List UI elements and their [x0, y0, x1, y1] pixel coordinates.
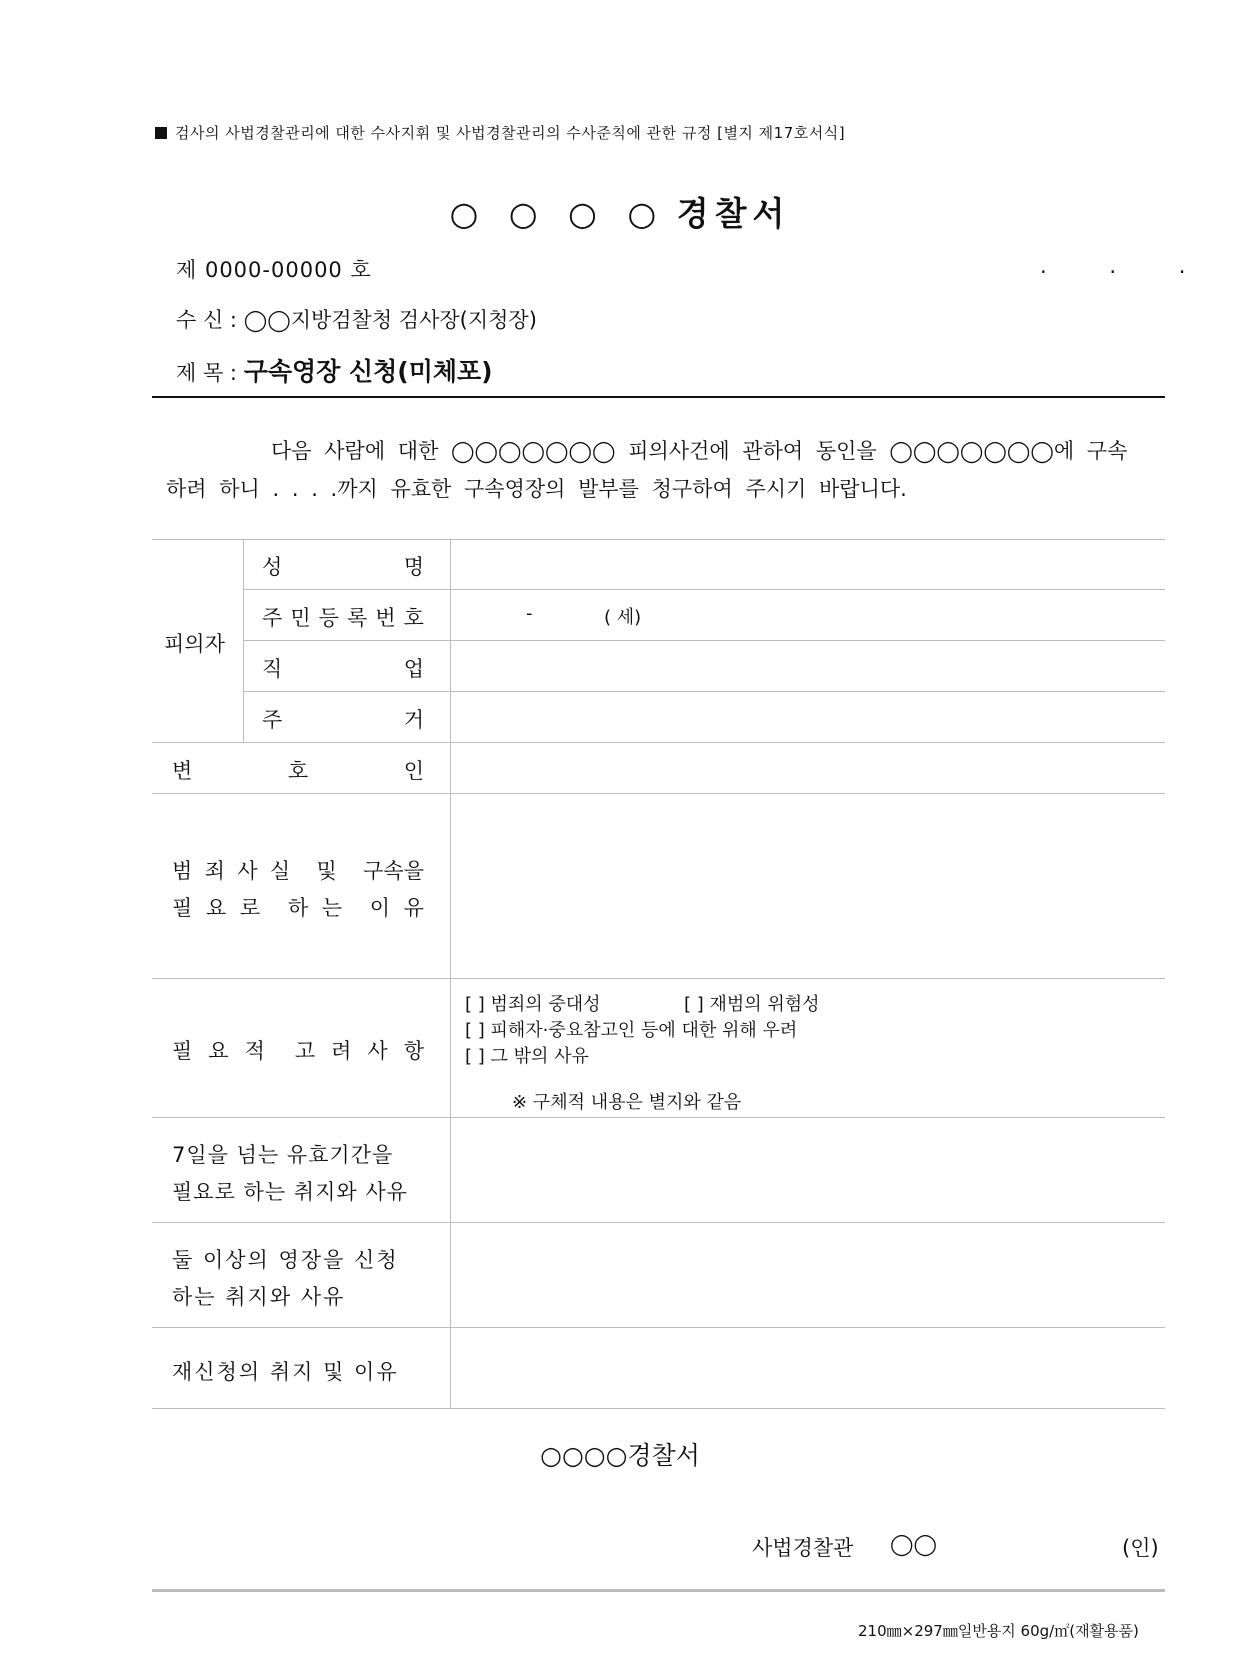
recipient-label: 수 신 : — [176, 308, 237, 332]
address-label: 주 거 — [262, 708, 424, 732]
table-rule — [152, 539, 1165, 540]
subject-line — [176, 352, 493, 388]
table-rule — [152, 1408, 1165, 1409]
reapplication-label: 재신청의 취지 및 이유 — [172, 1360, 399, 1384]
subject-value: 구속영장 신청(미체포) — [243, 357, 493, 386]
issuing-office: ○○○○경찰서 — [540, 1441, 700, 1470]
recipient-line — [176, 304, 537, 334]
checkbox-serious-crime[interactable]: [ ] 범죄의 중대성 — [465, 994, 601, 1015]
crime-facts-label-line-2: 필 요 로 하 는 이 유 — [172, 896, 424, 920]
table-rule — [152, 978, 1165, 979]
body-text-line-1: 다음 사람에 대한 ◯◯◯◯◯◯◯ 피의사건에 관하여 동인을 ◯◯◯◯◯◯◯에 구속 — [271, 439, 1128, 463]
job-label: 직 업 — [262, 657, 424, 681]
name-label: 성 명 — [262, 555, 424, 579]
over-7-days-label-line-2: 필요로 하는 취지와 사유 — [172, 1180, 408, 1204]
crime-facts-label-line-1: 범 죄 사 실 및 구속을 — [172, 859, 424, 883]
document-title — [0, 188, 1240, 235]
rrn-dash: - — [526, 603, 533, 624]
suspect-label: 피의자 — [164, 632, 225, 656]
table-rule — [152, 742, 1165, 743]
officer-title: 사법경찰관 — [752, 1536, 854, 1560]
table-rule — [243, 640, 1165, 641]
seal-mark: (인) — [1122, 1536, 1159, 1560]
officer-name: ◯◯ — [890, 1532, 938, 1556]
title-main: 경찰서 — [676, 194, 791, 233]
title-circles: ○ ○ ○ ○ — [449, 194, 667, 233]
document-number: 제 0000-00000 호 — [176, 258, 372, 282]
necessary-considerations-label: 필 요 적 고 려 사 항 — [172, 1039, 424, 1063]
table-rule — [152, 1327, 1165, 1328]
square-bullet-icon — [155, 127, 167, 139]
multiple-warrants-label-line-2: 하는 취지와 사유 — [172, 1285, 346, 1309]
body-text-line-2: 하려 하니 . . . .까지 유효한 구속영장의 발부를 청구하여 주시기 바랍니다. — [166, 477, 907, 501]
lawyer-label: 변 호 인 — [172, 759, 424, 783]
recipient-value: ◯◯지방검찰청 검사장(지청장) — [243, 308, 537, 332]
table-rule — [243, 589, 1165, 590]
rrn-label: 주 민 등 록 번 호 — [262, 606, 424, 630]
table-rule — [243, 691, 1165, 692]
table-rule — [152, 1222, 1165, 1223]
table-column-rule — [243, 539, 244, 742]
header-divider — [152, 396, 1165, 398]
table-rule — [152, 793, 1165, 794]
over-7-days-label-line-1: 7일을 넘는 유효기간을 — [172, 1143, 394, 1167]
paper-specification: 210㎜×297㎜일반용지 60g/㎡(재활용품) — [858, 1622, 1139, 1640]
table-column-rule — [450, 539, 451, 1408]
checkbox-other-reason[interactable]: [ ] 그 밖의 사유 — [465, 1046, 589, 1067]
document-date: . . . — [1040, 254, 1214, 278]
table-rule — [152, 1117, 1165, 1118]
subject-label: 제 목 : — [176, 361, 237, 385]
attachment-note: ※ 구체적 내용은 별지와 같음 — [512, 1092, 742, 1113]
checkbox-recidivism-risk[interactable]: [ ] 재범의 위험성 — [684, 994, 820, 1015]
age-field: ( 세) — [604, 607, 642, 628]
multiple-warrants-label-line-1: 둘 이상의 영장을 신청 — [172, 1248, 399, 1272]
checkbox-harm-to-victim[interactable]: [ ] 피해자·중요참고인 등에 대한 위해 우려 — [465, 1020, 798, 1041]
footer-divider — [152, 1589, 1165, 1592]
form-reference-note: 검사의 사법경찰관리에 대한 수사지휘 및 사법경찰관리의 수사준칙에 관한 규정 [별지 제17호서식] — [155, 122, 845, 143]
